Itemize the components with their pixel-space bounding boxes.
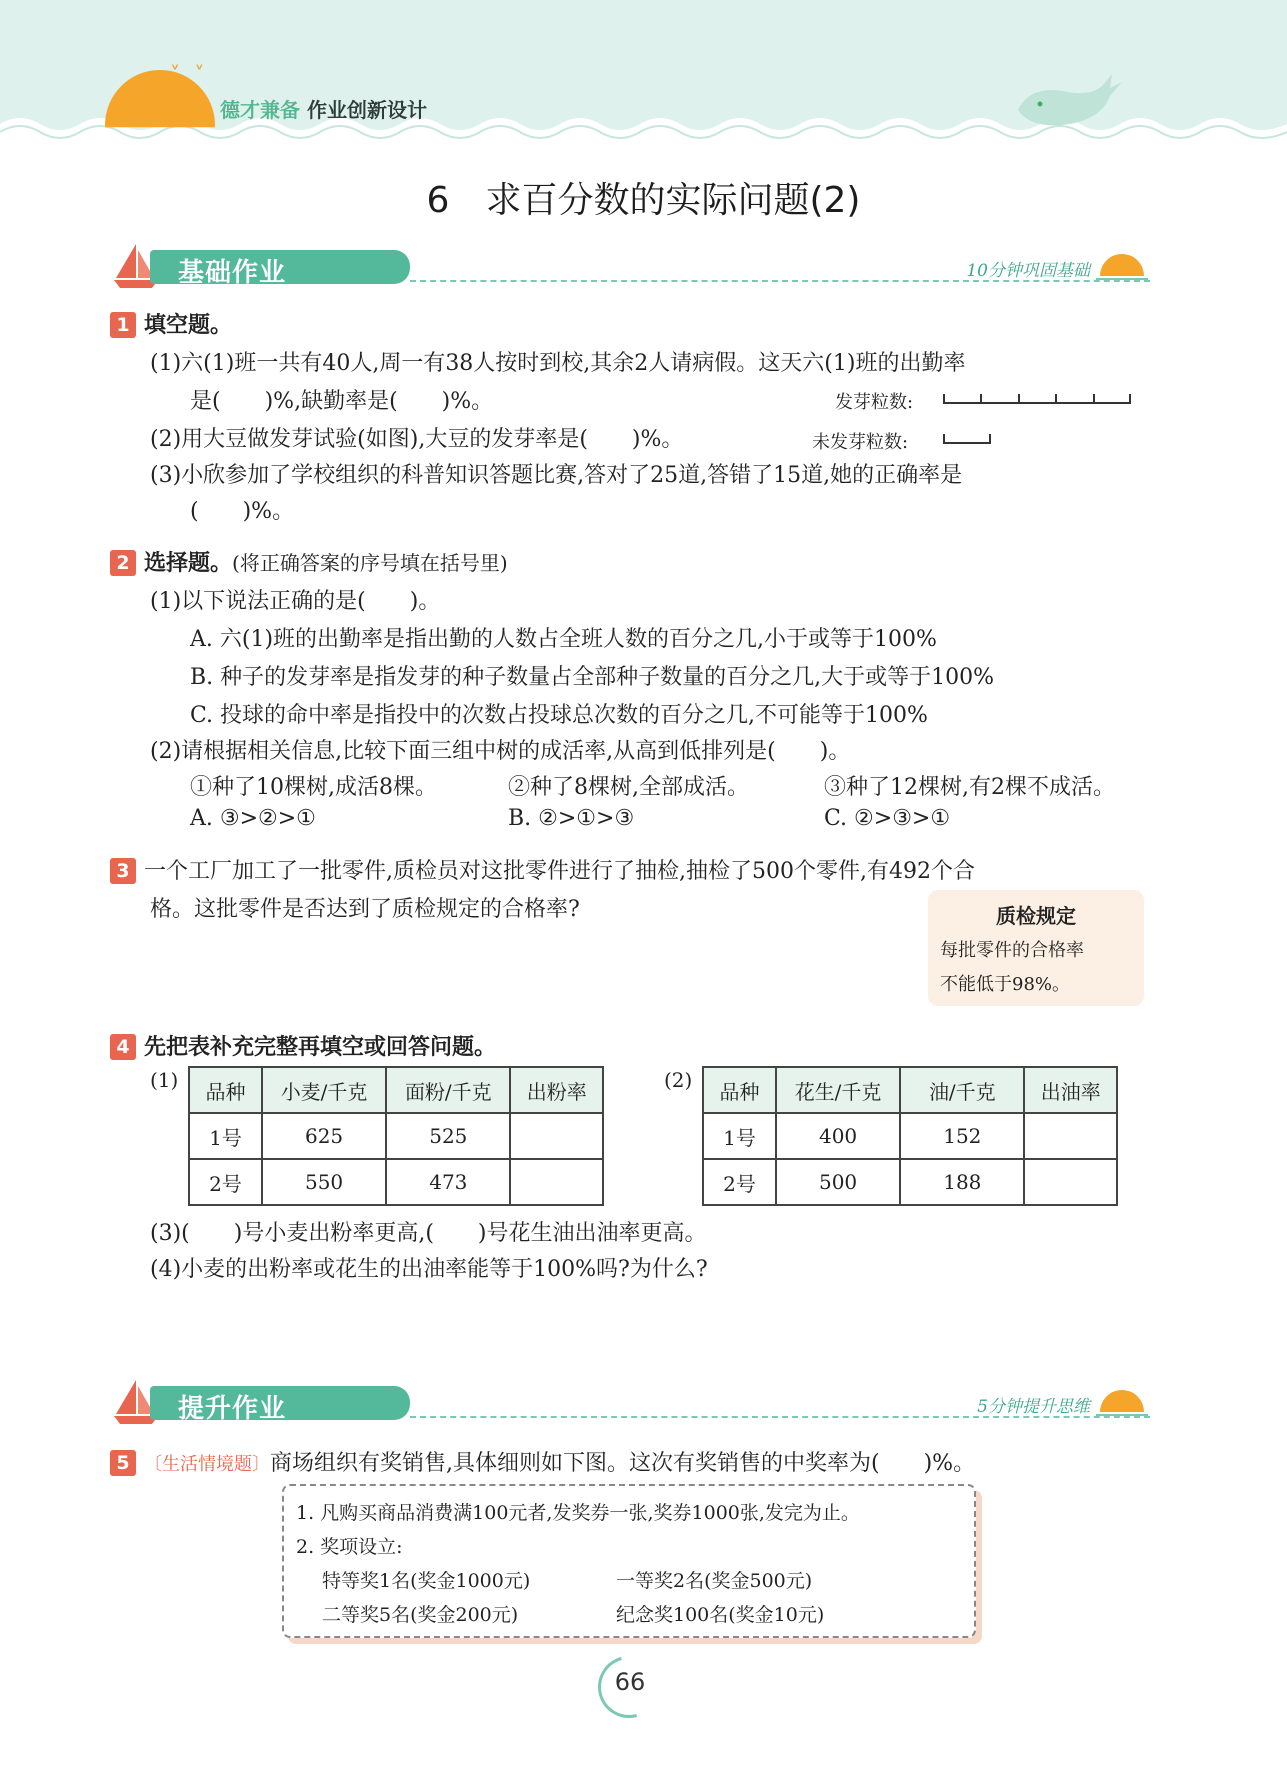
q1-line3: (2)用大豆做发芽试验(如图),大豆的发芽率是( )%。: [150, 427, 684, 452]
section-advanced-banner: [110, 1376, 1150, 1432]
quality-rule-line2: 不能低于98%。: [940, 974, 1071, 995]
table-cell: 500: [776, 1159, 900, 1205]
table1-label: (1): [150, 1068, 179, 1092]
q4-line3: (3)( )号小麦出粉率更高,( )号花生油出油率更高。: [150, 1221, 707, 1246]
flour-table: [188, 1066, 604, 1206]
not-germinated-label: 未发芽粒数:: [812, 432, 909, 453]
ruler-tick: [1093, 394, 1095, 404]
q2-number: 2: [110, 550, 136, 576]
q4-line4: (4)小麦的出粉率或花生的出油率能等于100%吗?为什么?: [150, 1257, 708, 1282]
table-header: 油/千克: [900, 1067, 1024, 1113]
ruler-tick: [989, 434, 991, 444]
q3-line2: 格。这批零件是否达到了质检规定的合格率?: [150, 897, 580, 922]
table-cell: 473: [386, 1159, 510, 1205]
table-row: [189, 1159, 603, 1205]
section-advanced-tag: [150, 1386, 410, 1424]
table-cell: 550: [262, 1159, 386, 1205]
table-row: [703, 1159, 1117, 1205]
whale-icon: [1010, 70, 1125, 135]
q2-p1: (1)以下说法正确的是( )。: [150, 589, 441, 614]
brand: [220, 94, 427, 123]
q2-p1-option-c: C. 投球的命中率是指投中的次数占投球总次数的百分之几,不可能等于100%: [190, 703, 928, 728]
table-cell: 525: [386, 1113, 510, 1159]
q4-header: [110, 1030, 496, 1061]
table-cell: 2号: [189, 1159, 262, 1205]
q2-p2-option-c: C. ②>③>①: [824, 806, 951, 831]
ruler-tick: [1129, 394, 1131, 404]
q2-p2: (2)请根据相关信息,比较下面三组中树的成活率,从高到低排列是( )。: [150, 739, 851, 764]
section-basic-tag: [150, 250, 410, 288]
small-sun-icon: [1100, 1390, 1144, 1434]
q3-line1: [110, 854, 975, 885]
q4-number: 4: [110, 1034, 136, 1060]
table-header: 花生/千克: [776, 1067, 900, 1113]
q2-p2-item1: ①种了10棵树,成活8棵。: [190, 775, 437, 800]
horizon-line: [1096, 1414, 1148, 1416]
ruler-line: [943, 392, 1131, 404]
ruler-tick: [943, 434, 945, 444]
table-cell: 188: [900, 1159, 1024, 1205]
table-cell: 625: [262, 1113, 386, 1159]
table-cell: 2号: [703, 1159, 776, 1205]
q5-text: 商场组织有奖销售,具体细则如下图。这次有奖销售的中奖率为( )%。: [270, 1451, 976, 1476]
table-cell: 1号: [703, 1113, 776, 1159]
ruler-line: [943, 432, 991, 444]
prize-first: 一等奖2名(奖金500元): [616, 1570, 813, 1592]
q1-title: 填空题。: [144, 313, 233, 338]
q1-line2: 是( )%,缺勤率是( )%。: [190, 389, 494, 414]
table-header: 品种: [703, 1067, 776, 1113]
ruler-tick: [980, 394, 982, 404]
quality-rule-title: 质检规定: [996, 904, 1076, 928]
q2-p2-option-b: B. ②>①>③: [508, 806, 635, 831]
not-germinated-ruler: [943, 432, 991, 446]
quality-rule-line1: 每批零件的合格率: [940, 940, 1084, 961]
table-cell-blank[interactable]: [1024, 1113, 1117, 1159]
table-cell: 400: [776, 1113, 900, 1159]
q2-p2-option-a: A. ③>②>①: [190, 806, 316, 831]
horizon-line: [1096, 278, 1148, 280]
ruler-tick: [1055, 394, 1057, 404]
table-header: 面粉/千克: [386, 1067, 510, 1113]
q4-title: 先把表补充完整再填空或回答问题。: [144, 1035, 497, 1060]
table-header: 小麦/千克: [262, 1067, 386, 1113]
rule-line1: 1. 凡购买商品消费满100元者,发奖券一张,奖券1000张,发完为止。: [296, 1502, 860, 1524]
table-cell: 1号: [189, 1113, 262, 1159]
prize-memorial: 纪念奖100名(奖金10元): [616, 1604, 825, 1626]
table-header: 品种: [189, 1067, 262, 1113]
section-basic-banner: [110, 240, 1150, 296]
q5-line: [110, 1446, 975, 1477]
q2-p2-item3: ③种了12棵树,有2棵不成活。: [824, 775, 1115, 800]
q1-number: 1: [110, 312, 136, 338]
brand-green: 德才兼备: [220, 98, 300, 122]
q2-title: 选择题。: [144, 551, 233, 576]
q2-p2-item2: ②种了8棵树,全部成活。: [508, 775, 749, 800]
section-basic-note: 10分钟巩固基础: [966, 261, 1090, 281]
brand-dark: 作业创新设计: [306, 98, 427, 122]
q1-line5: ( )%。: [190, 499, 295, 524]
table-cell-blank[interactable]: [510, 1113, 603, 1159]
table-row: [703, 1113, 1117, 1159]
section-advanced-note: 5分钟提升思维: [977, 1397, 1090, 1417]
birds-icon: ˅ ˅: [170, 62, 209, 86]
rule-line2: 2. 奖项设立:: [296, 1536, 403, 1558]
q2-title-note: (将正确答案的序号填在括号里): [232, 551, 508, 575]
table-header: 出粉率: [510, 1067, 603, 1113]
q5-number: 5: [110, 1450, 136, 1476]
ruler-tick: [943, 394, 945, 404]
prize-special: 特等奖1名(奖金1000元): [322, 1570, 531, 1592]
germinated-ruler: [943, 392, 1131, 406]
ruler-tick: [1018, 394, 1020, 404]
germinated-label: 发芽粒数:: [835, 392, 914, 413]
small-sun-icon: [1100, 254, 1144, 298]
page-number: 66: [614, 1668, 646, 1696]
page-title: 6 求百分数的实际问题(2): [426, 180, 861, 221]
table-header: 出油率: [1024, 1067, 1117, 1113]
section-advanced-title: 提升作业: [178, 1394, 287, 1424]
q2-p1-option-a: A. 六(1)班的出勤率是指出勤的人数占全班人数的百分之几,小于或等于100%: [190, 627, 937, 652]
q3-number: 3: [110, 858, 136, 884]
q2-header: [110, 546, 508, 577]
table-row: [189, 1113, 603, 1159]
table2-label: (2): [664, 1068, 693, 1092]
q5-context-tag: 〔生活情境题〕: [144, 1454, 270, 1475]
table-cell: 152: [900, 1113, 1024, 1159]
oil-table: [702, 1066, 1118, 1206]
q1-header: [110, 308, 232, 339]
q3-text1: 一个工厂加工了一批零件,质检员对这批零件进行了抽检,抽检了500个零件,有492个合: [144, 859, 975, 884]
table-cell-blank[interactable]: [1024, 1159, 1117, 1205]
q1-line4: (3)小欣参加了学校组织的科普知识答题比赛,答对了25道,答错了15道,她的正确率是: [150, 463, 963, 488]
table-cell-blank[interactable]: [510, 1159, 603, 1205]
q2-p1-option-b: B. 种子的发芽率是指发芽的种子数量占全部种子数量的百分之几,大于或等于100%: [190, 665, 995, 690]
section-basic-title: 基础作业: [178, 258, 287, 288]
q1-line1: (1)六(1)班一共有40人,周一有38人按时到校,其余2人请病假。这天六(1)班的出勤率: [150, 351, 966, 376]
prize-second: 二等奖5名(奖金200元): [322, 1604, 519, 1626]
sun-icon: [105, 70, 215, 180]
